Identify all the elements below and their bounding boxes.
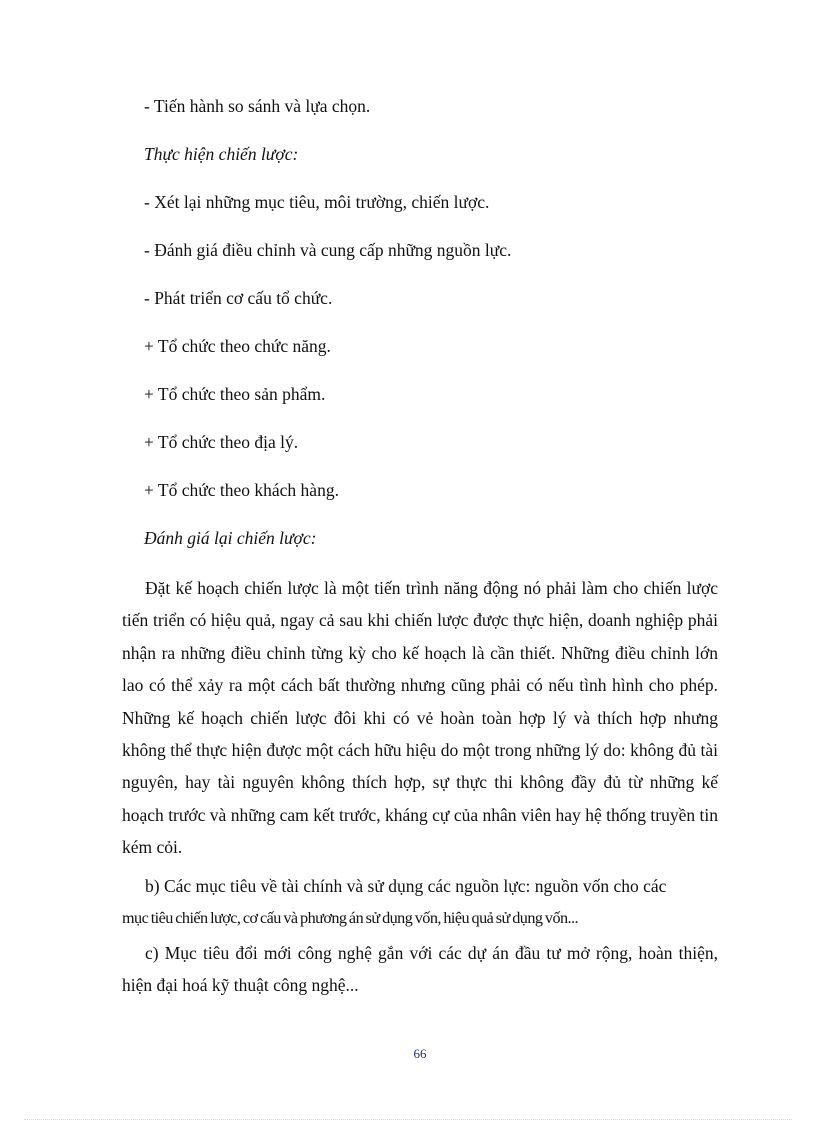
list-item-org-by-geography: + Tổ chức theo địa lý. — [144, 432, 299, 452]
list-item-review-goals: - Xét lại những mục tiêu, môi trường, chiến lược. — [144, 192, 490, 212]
list-item-evaluate-resources: - Đánh giá điều chỉnh và cung cấp những nguồn lực. — [144, 240, 512, 260]
list-item-org-by-function: + Tổ chức theo chức năng. — [144, 336, 331, 356]
heading-implement-strategy: Thực hiện chiến lược: — [144, 144, 299, 164]
paragraph-strategy-review: Đặt kế hoạch chiến lược là một tiến trình năng động nó phải làm cho chiến lược tiến triển có hiệu quả, ngay cả sau khi chiến lược được thực hiện, doanh nghiệp phải nhận ra những điều chỉnh từng kỳ cho kế hoạch là cần thiết. Những điều chỉnh lớn lao có thể xảy ra một cách bất thường nhưng cũng phải có nếu tình hình cho phép. Những kế hoạch chiến lược đôi khi có vẻ hoàn toàn hợp lý và thích hợp nhưng không thể thực hiện được một cách hữu hiệu do một trong những lý do: không đủ tài nguyên, hay tài nguyên không thích hợp, sự thực thi không đầy đủ từ những kế hoạch trước và những cam kết trước, kháng cự của nhân viên hay hệ thống truyền tin kém cỏi. — [122, 578, 718, 858]
list-item-org-by-product: + Tổ chức theo sản phẩm. — [144, 384, 326, 404]
paragraph-financial-goals-line-1: b) Các mục tiêu về tài chính và sử dụng các nguồn lực: nguồn vốn cho các — [145, 876, 667, 896]
paragraph-financial-goals-line-2: mục tiêu chiến lược, cơ cấu và phương án sử dụng vốn, hiệu quả sử dụng vốn... — [122, 909, 579, 927]
list-item-develop-structure: - Phát triển cơ cấu tổ chức. — [144, 288, 333, 308]
list-item-compare-select: - Tiến hành so sánh và lựa chọn. — [144, 96, 371, 116]
page-number: 66 — [413, 1046, 427, 1061]
paragraph-financial-goals — [122, 870, 718, 934]
footer-divider — [24, 1119, 792, 1120]
heading-re-evaluate-strategy: Đánh giá lại chiến lược: — [144, 528, 317, 548]
paragraph-technology-goals: c) Mục tiêu đổi mới công nghệ gắn với các dự án đầu tư mở rộng, hoàn thiện, hiện đại hoá kỹ thuật công nghệ... — [122, 943, 718, 995]
list-item-org-by-customer: + Tổ chức theo khách hàng. — [144, 480, 339, 500]
